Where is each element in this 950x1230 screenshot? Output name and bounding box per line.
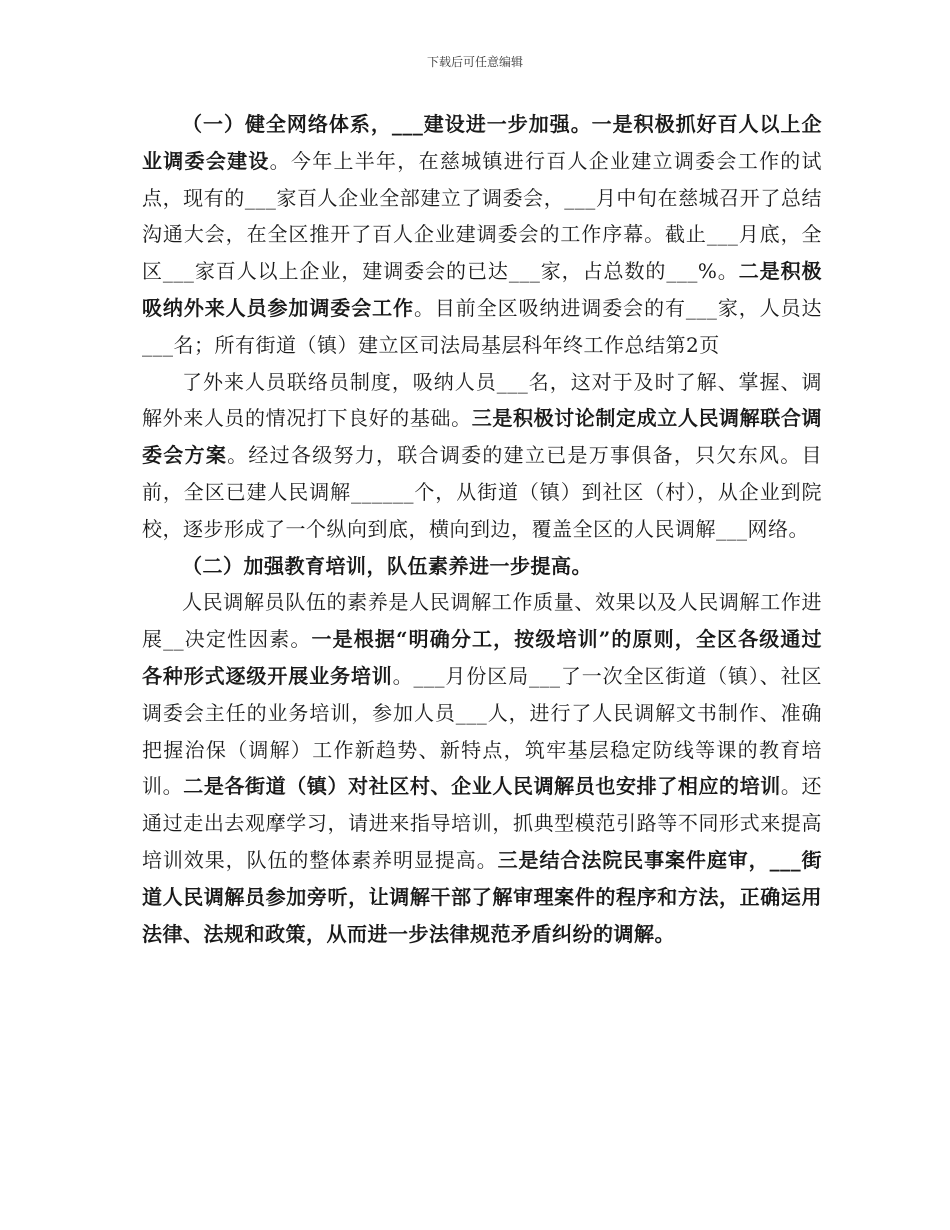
text-quality: 人民调解员队伍的素养是人民调解工作质量、效果以及人民调解工作进展__决定性因素。: [142, 590, 822, 652]
point-street-training: 二是各街道（镇）对社区村、企业人民调解员也安排了相应的培训: [183, 774, 781, 799]
point-court-hearing: 三是结合法院民事案件庭审，___街道人民调解员参加旁听，让调解干部了解审理案件的程序和方法，正确运用法律、法规和政策，从而进一步法律规范矛盾纠纷的调解。: [142, 847, 823, 946]
text-joint-committee: 。经过各级努力，联合调委的建立已是万事俱备，只欠东风。目前，全区已建人民调解______个，从街道（镇）到社区（村），从企业到院校，逐步形成了一个纵向到底，横向到边，覆盖全区的人民调解___网络。: [142, 443, 823, 541]
document-body: [142, 106, 822, 952]
text-pilot-work: 。今年上半年，在慈城镇进行百人企业建立调委会工作的试点，现有的___家百人企业全部建立了调委会，___月中旬在慈城召开了总结沟通大会，在全区推开了百人企业建调委会的工作序幕。截止___月底，全区___家百人以上企业，建调委会的已达___家，占总数的___%。: [142, 148, 823, 284]
point-joint-committee: 三是积极讨论制定成立人民调解联合调委会方案: [142, 406, 822, 468]
point-outside-staff: 二是积极吸纳外来人员参加调委会工作: [142, 259, 822, 320]
heading-network-system: （一）健全网络体系，___建设进一步加强。一是积极抓好百人以上企业调委会建设: [142, 112, 822, 173]
text-training-effect: 。还通过走出去观摩学习，请进来指导培训，抓典型模范引路等不同形式来提高培训效果，队伍的整体素养明显提高。: [142, 774, 822, 872]
text-training-details: 。___月份区局___了一次全区街道（镇）、社区调委会主任的业务培训，参加人员___人，进行了人民调解文书制作、准确把握治保（调解）工作新趋势、新特点，筑牢基层稳定防线等课的教育培训。: [142, 663, 823, 799]
paragraph-liaison-system: [142, 364, 822, 548]
point-division-training: 一是根据“明确分工，按级培训”的原则，全区各级通过各种形式逐级开展业务培训: [142, 627, 822, 688]
text-liaison: 了外来人员联络员制度，吸纳人员___名，这对于及时了解、掌握、调解外来人员的情况打下良好的基础。: [142, 369, 822, 431]
page-header: 下载后可任意编辑: [426, 55, 523, 69]
paragraph-network-system: [142, 106, 822, 364]
heading-education-training: （二）加强教育培训，队伍素养进一步提高。: [182, 553, 592, 578]
text-outside-staff: 。目前全区吸纳进调委会的有___家，人员达___名；所有街道（镇）建立区司法局基层科年终工作总结第2页: [142, 295, 823, 357]
paragraph-training: [142, 584, 822, 952]
